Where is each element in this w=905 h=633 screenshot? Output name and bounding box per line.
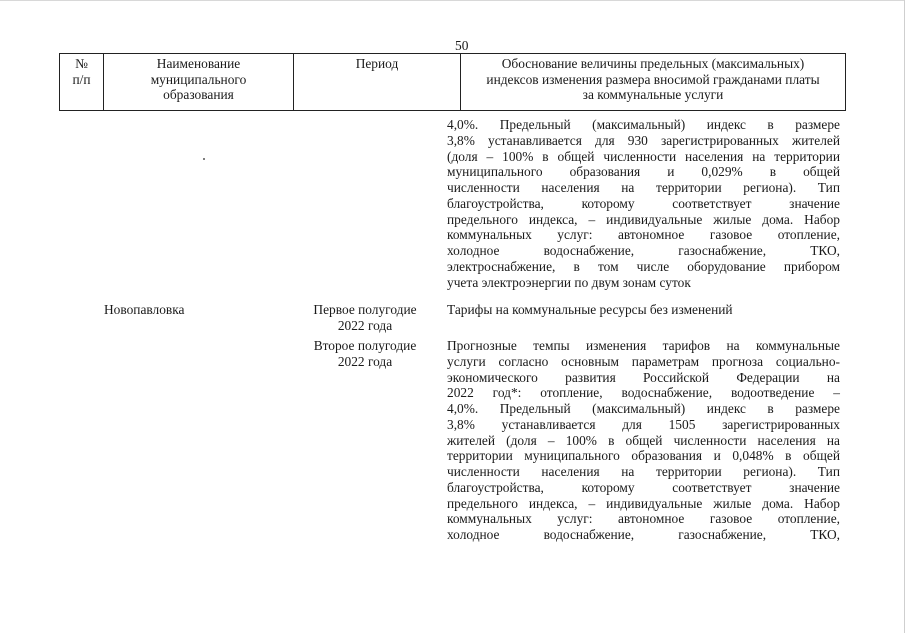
header-col-period bbox=[294, 54, 461, 111]
text-line: Прогнозные темпы изменения тарифов на коммунальные bbox=[447, 338, 840, 353]
text-line: муниципального образования и 0,029% в общей bbox=[447, 164, 840, 180]
period-line: Первое полугодие bbox=[313, 302, 417, 317]
text-line: предельного индекса, – индивидуальные жилые дома. Набор bbox=[447, 211, 840, 227]
page-number: 50 bbox=[455, 38, 469, 53]
justification-first-half bbox=[447, 302, 840, 318]
text-line: Тарифы на коммунальные ресурсы без изменений bbox=[447, 302, 733, 317]
text-line: численности населения на территории региона). Тип bbox=[447, 464, 840, 479]
table-header bbox=[59, 53, 846, 111]
scan-speck bbox=[203, 158, 205, 160]
period-line: 2022 года bbox=[337, 353, 393, 369]
text-line: 3,8% устанавливается для 1505 зарегистрированных bbox=[447, 416, 840, 432]
header-col-justification bbox=[461, 54, 846, 111]
scan-top-edge bbox=[0, 0, 905, 1]
header-col-municipality-line: муниципального bbox=[150, 71, 247, 87]
header-col-municipality-line: образования bbox=[163, 87, 234, 103]
header-col-number-line: № bbox=[75, 56, 88, 71]
text-line: 2022 год*: отопление, водоснабжение, водоотведение – bbox=[447, 385, 840, 401]
text-line: электроснабжение, в том числе оборудование прибором bbox=[447, 258, 840, 274]
period-line: Второе полугодие bbox=[313, 338, 417, 353]
municipality-name: Новопавловка bbox=[104, 302, 185, 317]
header-col-number-line: п/п bbox=[72, 71, 91, 87]
text-line: 4,0%. Предельный (максимальный) индекс в размере bbox=[447, 117, 840, 132]
text-line: услуги согласно основным параметрам прогноза социально- bbox=[447, 353, 840, 369]
text-line: численности населения на территории региона). Тип bbox=[447, 180, 840, 195]
header-col-period-label: Период bbox=[355, 56, 399, 71]
text-line: благоустройства, которому соответствует значение bbox=[447, 479, 840, 495]
text-line: 4,0%. Предельный (максимальный) индекс в размере bbox=[447, 401, 840, 416]
text-line: холодное водоснабжение, газоснабжение, ТКО, bbox=[447, 243, 840, 258]
text-line: 3,8% устанавливается для 930 зарегистрированных жителей bbox=[447, 132, 840, 148]
header-col-justification-line: за коммунальные услуги bbox=[582, 87, 724, 103]
text-line: коммунальных услуг: автономное газовое отопление, bbox=[447, 227, 840, 243]
header-col-number bbox=[60, 54, 104, 111]
text-line: экономического развития Российской Федерации на bbox=[447, 369, 840, 385]
justification-second-half bbox=[447, 338, 840, 543]
text-line: благоустройства, которому соответствует значение bbox=[447, 195, 840, 211]
text-line: коммунальных услуг: автономное газовое отопление, bbox=[447, 511, 840, 527]
period-first-half bbox=[285, 302, 445, 334]
header-col-justification-line: Обоснование величины предельных (максимальных) bbox=[501, 56, 805, 71]
period-second-half bbox=[285, 338, 445, 370]
text-line: холодное водоснабжение, газоснабжение, ТКО, bbox=[447, 527, 840, 542]
text-line: территории муниципального образования и 0,048% в общей bbox=[447, 448, 840, 464]
text-line: учета электроэнергии по двум зонам суток bbox=[447, 274, 691, 290]
header-col-municipality-line: Наименование bbox=[156, 56, 241, 71]
justification-continuation bbox=[447, 117, 840, 290]
header-col-justification-line: индексов изменения размера вносимой гражданами платы bbox=[486, 71, 820, 87]
period-line: 2022 года bbox=[337, 317, 393, 333]
header-col-municipality bbox=[104, 54, 294, 111]
text-line: предельного индекса, – индивидуальные жилые дома. Набор bbox=[447, 495, 840, 511]
text-line: жителей (доля – 100% в общей численности населения на bbox=[447, 432, 840, 448]
text-line: (доля – 100% в общей численности населения на территории bbox=[447, 148, 840, 164]
